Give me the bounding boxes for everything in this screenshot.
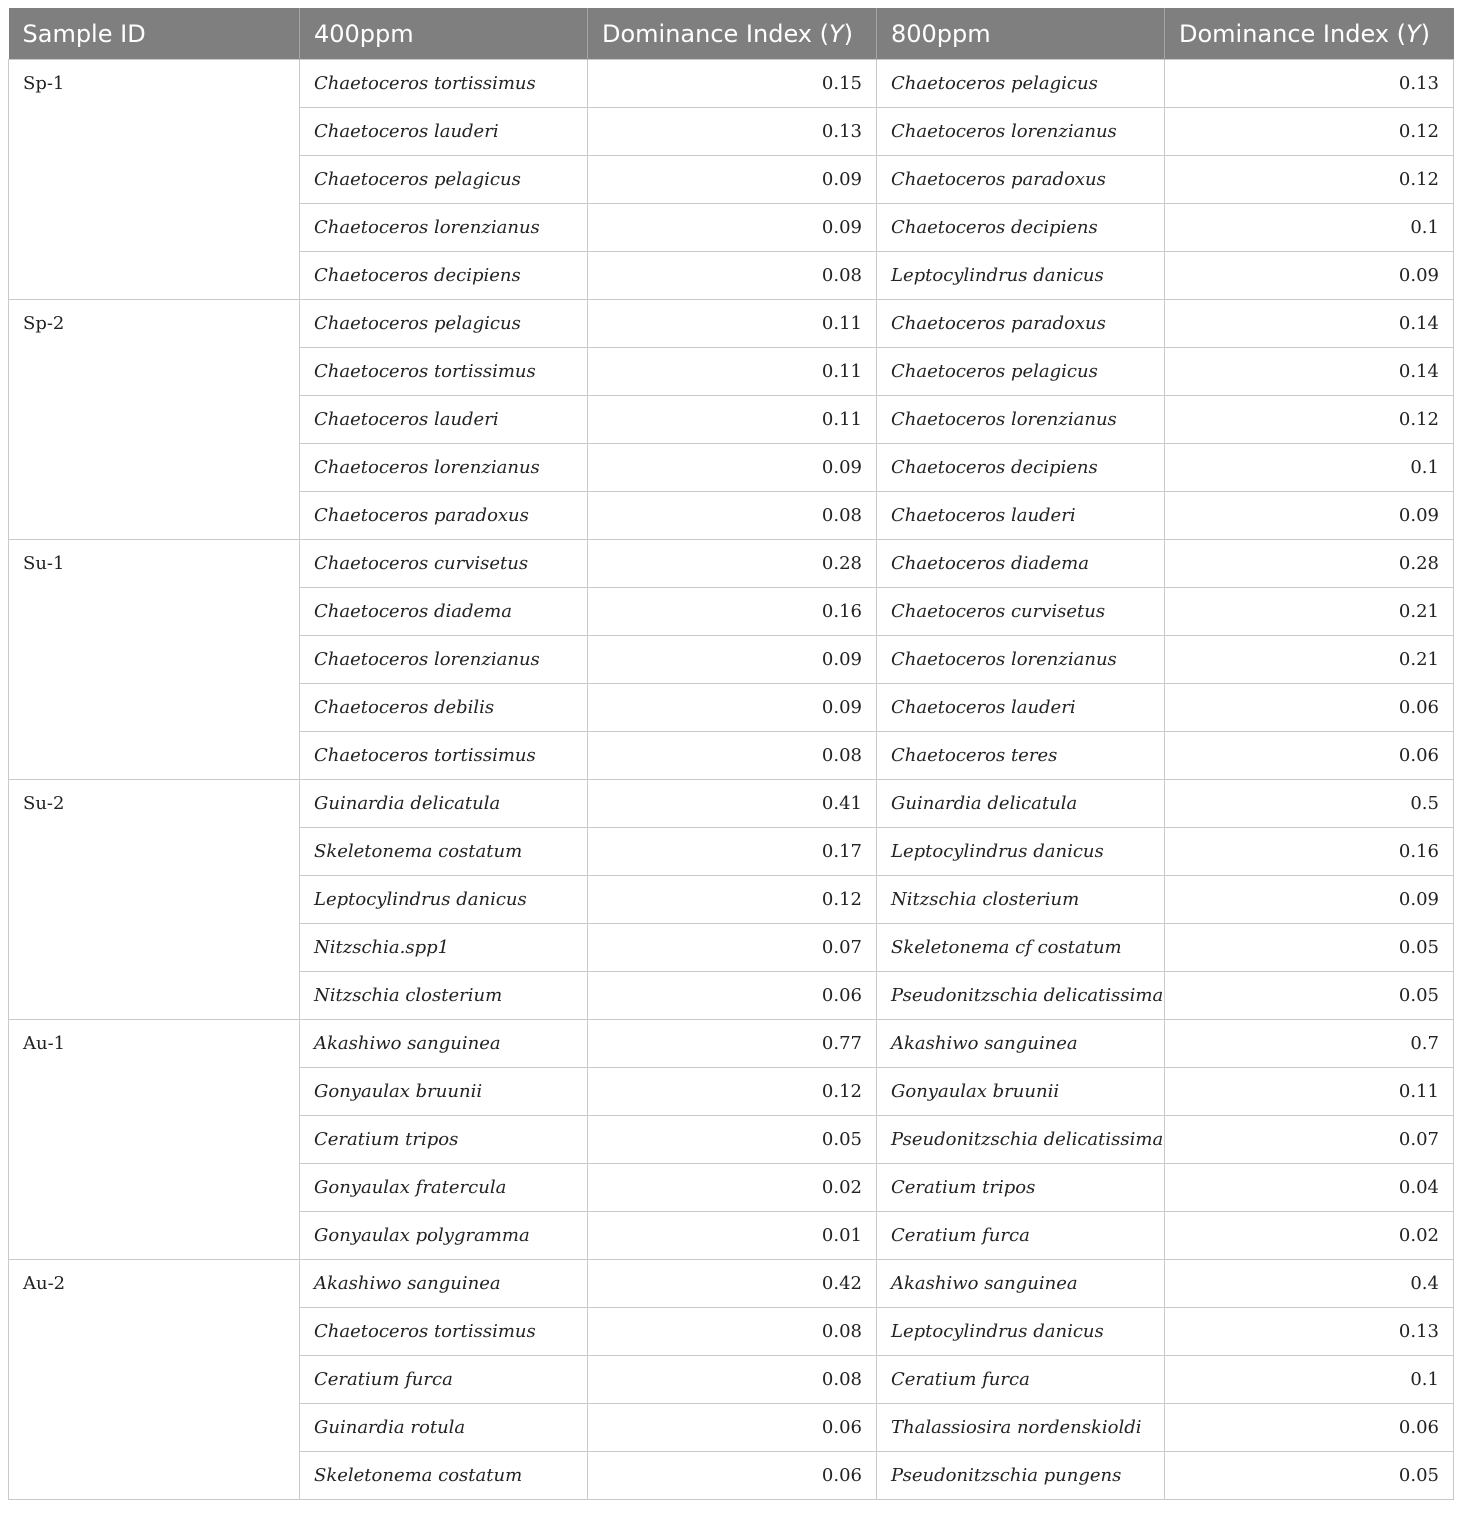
species-800ppm-cell: Nitzschia closterium: [877, 876, 1165, 924]
species-400ppm-cell: Chaetoceros pelagicus: [300, 156, 588, 204]
sample-id-cell: Au-2: [9, 1260, 300, 1500]
species-400ppm-cell: Chaetoceros lorenzianus: [300, 444, 588, 492]
table-row: [9, 1260, 1454, 1308]
dominance-800ppm-cell: 0.07: [1165, 1116, 1454, 1164]
species-800ppm-cell: Akashiwo sanguinea: [877, 1260, 1165, 1308]
dominance-800ppm-cell: 0.21: [1165, 588, 1454, 636]
dominance-800ppm-cell: 0.28: [1165, 540, 1454, 588]
dominance-800ppm-cell: 0.14: [1165, 300, 1454, 348]
species-400ppm-cell: Skeletonema costatum: [300, 828, 588, 876]
dominance-400ppm-cell: 0.02: [588, 1164, 877, 1212]
species-800ppm-cell: Akashiwo sanguinea: [877, 1020, 1165, 1068]
table-row: [9, 540, 1454, 588]
species-800ppm-cell: Chaetoceros teres: [877, 732, 1165, 780]
dominance-400ppm-cell: 0.17: [588, 828, 877, 876]
species-800ppm-cell: Chaetoceros pelagicus: [877, 60, 1165, 108]
table-row: [9, 1020, 1454, 1068]
dominance-close: ): [1420, 19, 1431, 48]
dominance-800ppm-cell: 0.12: [1165, 108, 1454, 156]
dominance-400ppm-cell: 0.08: [588, 1356, 877, 1404]
species-400ppm-cell: Gonyaulax fratercula: [300, 1164, 588, 1212]
species-800ppm-cell: Ceratium tripos: [877, 1164, 1165, 1212]
dominance-400ppm-cell: 0.16: [588, 588, 877, 636]
dominance-800ppm-cell: 0.5: [1165, 780, 1454, 828]
species-400ppm-cell: Chaetoceros tortissimus: [300, 60, 588, 108]
species-400ppm-cell: Chaetoceros decipiens: [300, 252, 588, 300]
species-400ppm-cell: Chaetoceros tortissimus: [300, 1308, 588, 1356]
species-400ppm-cell: Chaetoceros tortissimus: [300, 348, 588, 396]
species-400ppm-cell: Guinardia delicatula: [300, 780, 588, 828]
species-800ppm-cell: Chaetoceros lorenzianus: [877, 636, 1165, 684]
species-800ppm-cell: Chaetoceros diadema: [877, 540, 1165, 588]
species-400ppm-cell: Chaetoceros debilis: [300, 684, 588, 732]
table-body: [9, 60, 1454, 1500]
dominance-label: Dominance Index (: [1179, 19, 1406, 48]
species-800ppm-cell: Skeletonema cf costatum: [877, 924, 1165, 972]
dominance-400ppm-cell: 0.11: [588, 300, 877, 348]
species-800ppm-cell: Ceratium furca: [877, 1356, 1165, 1404]
species-800ppm-cell: Ceratium furca: [877, 1212, 1165, 1260]
dominance-400ppm-cell: 0.09: [588, 204, 877, 252]
table-row: [9, 300, 1454, 348]
dominance-800ppm-cell: 0.04: [1165, 1164, 1454, 1212]
species-800ppm-cell: Chaetoceros paradoxus: [877, 156, 1165, 204]
dominance-400ppm-cell: 0.01: [588, 1212, 877, 1260]
header-row: [9, 8, 1454, 60]
species-800ppm-cell: Thalassiosira nordenskioldi: [877, 1404, 1165, 1452]
dominance-400ppm-cell: 0.06: [588, 1452, 877, 1500]
species-800ppm-cell: Pseudonitzschia delicatissima: [877, 1116, 1165, 1164]
species-800ppm-cell: Chaetoceros lauderi: [877, 492, 1165, 540]
dominance-800ppm-cell: 0.1: [1165, 444, 1454, 492]
table-row: [9, 60, 1454, 108]
dominance-400ppm-cell: 0.42: [588, 1260, 877, 1308]
species-800ppm-cell: Chaetoceros lorenzianus: [877, 396, 1165, 444]
dominance-800ppm-cell: 0.06: [1165, 1404, 1454, 1452]
species-400ppm-cell: Nitzschia.spp1: [300, 924, 588, 972]
sample-id-cell: Sp-1: [9, 60, 300, 300]
species-400ppm-cell: Akashiwo sanguinea: [300, 1020, 588, 1068]
dominance-400ppm-cell: 0.08: [588, 1308, 877, 1356]
dominance-400ppm-cell: 0.77: [588, 1020, 877, 1068]
species-400ppm-cell: Ceratium tripos: [300, 1116, 588, 1164]
dominance-800ppm-cell: 0.7: [1165, 1020, 1454, 1068]
dominance-800ppm-cell: 0.09: [1165, 876, 1454, 924]
dominance-symbol: Y: [1406, 19, 1421, 48]
species-800ppm-cell: Chaetoceros pelagicus: [877, 348, 1165, 396]
dominance-label: Dominance Index (: [602, 19, 829, 48]
species-800ppm-cell: Guinardia delicatula: [877, 780, 1165, 828]
species-400ppm-cell: Chaetoceros lauderi: [300, 396, 588, 444]
dominance-800ppm-cell: 0.12: [1165, 156, 1454, 204]
dominance-800ppm-cell: 0.11: [1165, 1068, 1454, 1116]
species-800ppm-cell: Leptocylindrus danicus: [877, 828, 1165, 876]
header-dominance-400: [588, 8, 877, 60]
sample-id-cell: Au-1: [9, 1020, 300, 1260]
species-800ppm-cell: Leptocylindrus danicus: [877, 1308, 1165, 1356]
table-header: [9, 8, 1454, 60]
dominance-400ppm-cell: 0.28: [588, 540, 877, 588]
dominance-800ppm-cell: 0.13: [1165, 1308, 1454, 1356]
species-800ppm-cell: Chaetoceros lauderi: [877, 684, 1165, 732]
species-800ppm-cell: Chaetoceros decipiens: [877, 444, 1165, 492]
dominance-400ppm-cell: 0.15: [588, 60, 877, 108]
dominance-400ppm-cell: 0.13: [588, 108, 877, 156]
dominance-800ppm-cell: 0.05: [1165, 1452, 1454, 1500]
dominance-800ppm-cell: 0.06: [1165, 684, 1454, 732]
species-400ppm-cell: Chaetoceros diadema: [300, 588, 588, 636]
species-800ppm-cell: Pseudonitzschia delicatissima: [877, 972, 1165, 1020]
species-400ppm-cell: Chaetoceros tortissimus: [300, 732, 588, 780]
dominance-400ppm-cell: 0.07: [588, 924, 877, 972]
dominance-800ppm-cell: 0.16: [1165, 828, 1454, 876]
dominance-400ppm-cell: 0.09: [588, 156, 877, 204]
dominance-close: ): [843, 19, 854, 48]
dominance-400ppm-cell: 0.12: [588, 1068, 877, 1116]
sample-id-cell: Sp-2: [9, 300, 300, 540]
species-400ppm-cell: Chaetoceros pelagicus: [300, 300, 588, 348]
header-400ppm: 400ppm: [300, 8, 588, 60]
dominance-table: [8, 8, 1454, 1500]
dominance-400ppm-cell: 0.11: [588, 348, 877, 396]
species-400ppm-cell: Guinardia rotula: [300, 1404, 588, 1452]
header-sample-id: Sample ID: [9, 8, 300, 60]
species-400ppm-cell: Ceratium furca: [300, 1356, 588, 1404]
species-400ppm-cell: Chaetoceros lauderi: [300, 108, 588, 156]
dominance-400ppm-cell: 0.09: [588, 444, 877, 492]
dominance-800ppm-cell: 0.05: [1165, 924, 1454, 972]
header-800ppm: 800ppm: [877, 8, 1165, 60]
dominance-400ppm-cell: 0.08: [588, 252, 877, 300]
dominance-400ppm-cell: 0.09: [588, 636, 877, 684]
dominance-800ppm-cell: 0.06: [1165, 732, 1454, 780]
dominance-400ppm-cell: 0.06: [588, 1404, 877, 1452]
table-row: [9, 780, 1454, 828]
species-800ppm-cell: Pseudonitzschia pungens: [877, 1452, 1165, 1500]
species-400ppm-cell: Chaetoceros paradoxus: [300, 492, 588, 540]
dominance-400ppm-cell: 0.08: [588, 732, 877, 780]
species-400ppm-cell: Gonyaulax polygramma: [300, 1212, 588, 1260]
species-800ppm-cell: Leptocylindrus danicus: [877, 252, 1165, 300]
dominance-800ppm-cell: 0.02: [1165, 1212, 1454, 1260]
dominance-400ppm-cell: 0.08: [588, 492, 877, 540]
dominance-400ppm-cell: 0.09: [588, 684, 877, 732]
dominance-400ppm-cell: 0.05: [588, 1116, 877, 1164]
species-800ppm-cell: Chaetoceros lorenzianus: [877, 108, 1165, 156]
species-800ppm-cell: Gonyaulax bruunii: [877, 1068, 1165, 1116]
dominance-800ppm-cell: 0.09: [1165, 252, 1454, 300]
header-dominance-800: [1165, 8, 1454, 60]
dominance-800ppm-cell: 0.13: [1165, 60, 1454, 108]
dominance-800ppm-cell: 0.1: [1165, 204, 1454, 252]
species-400ppm-cell: Chaetoceros curvisetus: [300, 540, 588, 588]
dominance-symbol: Y: [829, 19, 844, 48]
dominance-800ppm-cell: 0.14: [1165, 348, 1454, 396]
species-800ppm-cell: Chaetoceros curvisetus: [877, 588, 1165, 636]
species-800ppm-cell: Chaetoceros paradoxus: [877, 300, 1165, 348]
dominance-400ppm-cell: 0.11: [588, 396, 877, 444]
dominance-400ppm-cell: 0.41: [588, 780, 877, 828]
species-400ppm-cell: Nitzschia closterium: [300, 972, 588, 1020]
dominance-800ppm-cell: 0.1: [1165, 1356, 1454, 1404]
species-800ppm-cell: Chaetoceros decipiens: [877, 204, 1165, 252]
dominance-800ppm-cell: 0.09: [1165, 492, 1454, 540]
species-400ppm-cell: Chaetoceros lorenzianus: [300, 204, 588, 252]
dominance-800ppm-cell: 0.12: [1165, 396, 1454, 444]
species-400ppm-cell: Gonyaulax bruunii: [300, 1068, 588, 1116]
species-400ppm-cell: Skeletonema costatum: [300, 1452, 588, 1500]
dominance-800ppm-cell: 0.4: [1165, 1260, 1454, 1308]
sample-id-cell: Su-2: [9, 780, 300, 1020]
dominance-800ppm-cell: 0.21: [1165, 636, 1454, 684]
dominance-400ppm-cell: 0.12: [588, 876, 877, 924]
species-400ppm-cell: Akashiwo sanguinea: [300, 1260, 588, 1308]
species-400ppm-cell: Chaetoceros lorenzianus: [300, 636, 588, 684]
dominance-400ppm-cell: 0.06: [588, 972, 877, 1020]
dominance-800ppm-cell: 0.05: [1165, 972, 1454, 1020]
species-400ppm-cell: Leptocylindrus danicus: [300, 876, 588, 924]
sample-id-cell: Su-1: [9, 540, 300, 780]
